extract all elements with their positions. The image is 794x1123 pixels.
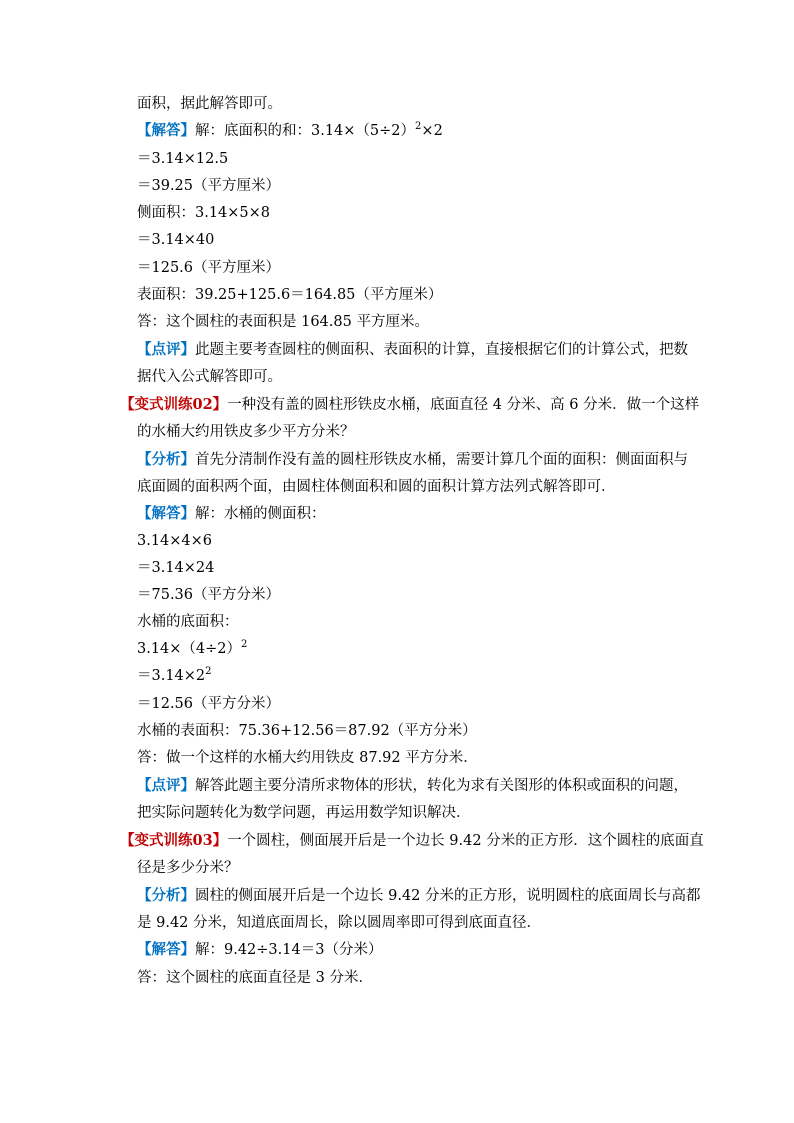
line-text: ＝125.6（平方厘米） — [137, 260, 281, 276]
line-text: 此题主要考查圆柱的侧面积、表面积的计算，直接根据它们的计算公式，把数 — [195, 342, 688, 358]
line-text: 一种没有盖的圆柱形铁皮水桶，底面直径 4 分米、高 6 分米．做一个这样 — [227, 397, 700, 413]
line-text: ＝39.25（平方厘米） — [137, 178, 281, 194]
line-text: 是 9.42 分米，知道底面周长，除以圆周率即可得到底面直径． — [137, 915, 542, 931]
text-line — [137, 694, 280, 714]
text-line — [137, 639, 247, 659]
line-text: 的水桶大约用铁皮多少平方分米？ — [137, 424, 355, 440]
line-text: ＝12.56（平方分米） — [137, 696, 281, 712]
text-line — [137, 913, 541, 933]
exercise-label: 【变式训练03】 — [120, 832, 228, 849]
text-line — [120, 831, 704, 851]
text-line — [137, 121, 443, 141]
text-line — [137, 776, 688, 796]
section-label: 【解答】 — [137, 122, 195, 139]
line-text: ＝3.14×2 — [137, 668, 206, 684]
line-text: 首先分清制作没有盖的圆柱形铁皮水桶，需要计算几个面的面积：侧面面积与 — [195, 452, 688, 468]
text-line — [137, 422, 355, 442]
text-line — [137, 258, 280, 278]
text-line — [137, 149, 228, 169]
line-text: 侧面积：3.14×5×8 — [137, 205, 271, 221]
line-text: 圆柱的侧面展开后是一个边长 9.42 分米的正方形，说明圆柱的底面周长与高都 — [195, 888, 701, 904]
exercise-label: 【变式训练02】 — [120, 396, 228, 413]
line-text: 水桶的表面积：75.36+12.56＝87.92（平方分米） — [137, 723, 477, 739]
text-line — [137, 367, 282, 387]
line-text: ＝3.14×24 — [137, 560, 215, 576]
line-text: 答：这个圆柱的底面直径是 3 分米． — [137, 970, 373, 986]
superscript: 2 — [415, 121, 422, 132]
line-text: ＝3.14×12.5 — [137, 151, 229, 167]
line-text: 3.14×4×6 — [137, 533, 213, 549]
line-text: 解：9.42÷3.14＝3（分米） — [195, 942, 383, 958]
text-line — [137, 886, 701, 906]
section-label: 【点评】 — [137, 341, 195, 358]
line-text: 径是多少分米？ — [137, 860, 239, 876]
text-line — [137, 612, 239, 632]
text-line — [137, 558, 214, 578]
line-text: ＝75.36（平方分米） — [137, 587, 281, 603]
text-line — [120, 395, 699, 415]
text-line — [137, 450, 688, 470]
text-line — [137, 968, 373, 988]
text-line — [137, 94, 282, 114]
text-line — [137, 504, 326, 524]
line-text: 表面积：39.25+125.6＝164.85（平方厘米） — [137, 287, 443, 303]
section-label: 【解答】 — [137, 505, 195, 522]
line-text: 面积，据此解答即可。 — [137, 96, 282, 112]
section-label: 【分析】 — [137, 887, 195, 904]
line-text: 解：水桶的侧面积： — [195, 506, 326, 522]
text-line — [137, 176, 280, 196]
text-line — [137, 312, 429, 332]
text-line — [137, 285, 442, 305]
text-line — [137, 203, 270, 223]
text-line — [137, 477, 616, 497]
text-line — [137, 721, 477, 741]
text-line — [137, 585, 280, 605]
text-line — [137, 531, 212, 551]
section-label: 【解答】 — [137, 941, 195, 958]
line-text: 把实际问题转化为数学问题，再运用数学知识解决． — [137, 805, 471, 821]
superscript: 2 — [205, 666, 212, 677]
line-text: 答：做一个这样的水桶大约用铁皮 87.92 平方分米． — [137, 750, 478, 766]
section-label: 【分析】 — [137, 451, 195, 468]
line-text: 解：底面积的和：3.14×（5÷2） — [195, 123, 416, 139]
text-line — [137, 340, 688, 360]
line-text: 水桶的底面积： — [137, 614, 239, 630]
line-text-tail: ×2 — [421, 123, 443, 139]
line-text: 解答此题主要分清所求物体的形状，转化为求有关图形的体积或面积的问题， — [195, 778, 688, 794]
text-line — [137, 666, 212, 686]
line-text: 一个圆柱，侧面展开后是一个边长 9.42 分米的正方形．这个圆柱的底面直 — [227, 833, 704, 849]
line-text: 底面圆的面积两个面，由圆柱体侧面积和圆的面积计算方法列式解答即可． — [137, 479, 616, 495]
line-text: 3.14×（4÷2） — [137, 641, 242, 657]
line-text: 答：这个圆柱的表面积是 164.85 平方厘米。 — [137, 314, 429, 330]
text-line — [137, 858, 239, 878]
line-text: 据代入公式解答即可。 — [137, 369, 282, 385]
text-line — [137, 803, 471, 823]
superscript: 2 — [241, 639, 248, 650]
line-text: ＝3.14×40 — [137, 232, 215, 248]
text-line — [137, 940, 382, 960]
section-label: 【点评】 — [137, 777, 195, 794]
text-line — [137, 230, 214, 250]
text-line — [137, 748, 478, 768]
